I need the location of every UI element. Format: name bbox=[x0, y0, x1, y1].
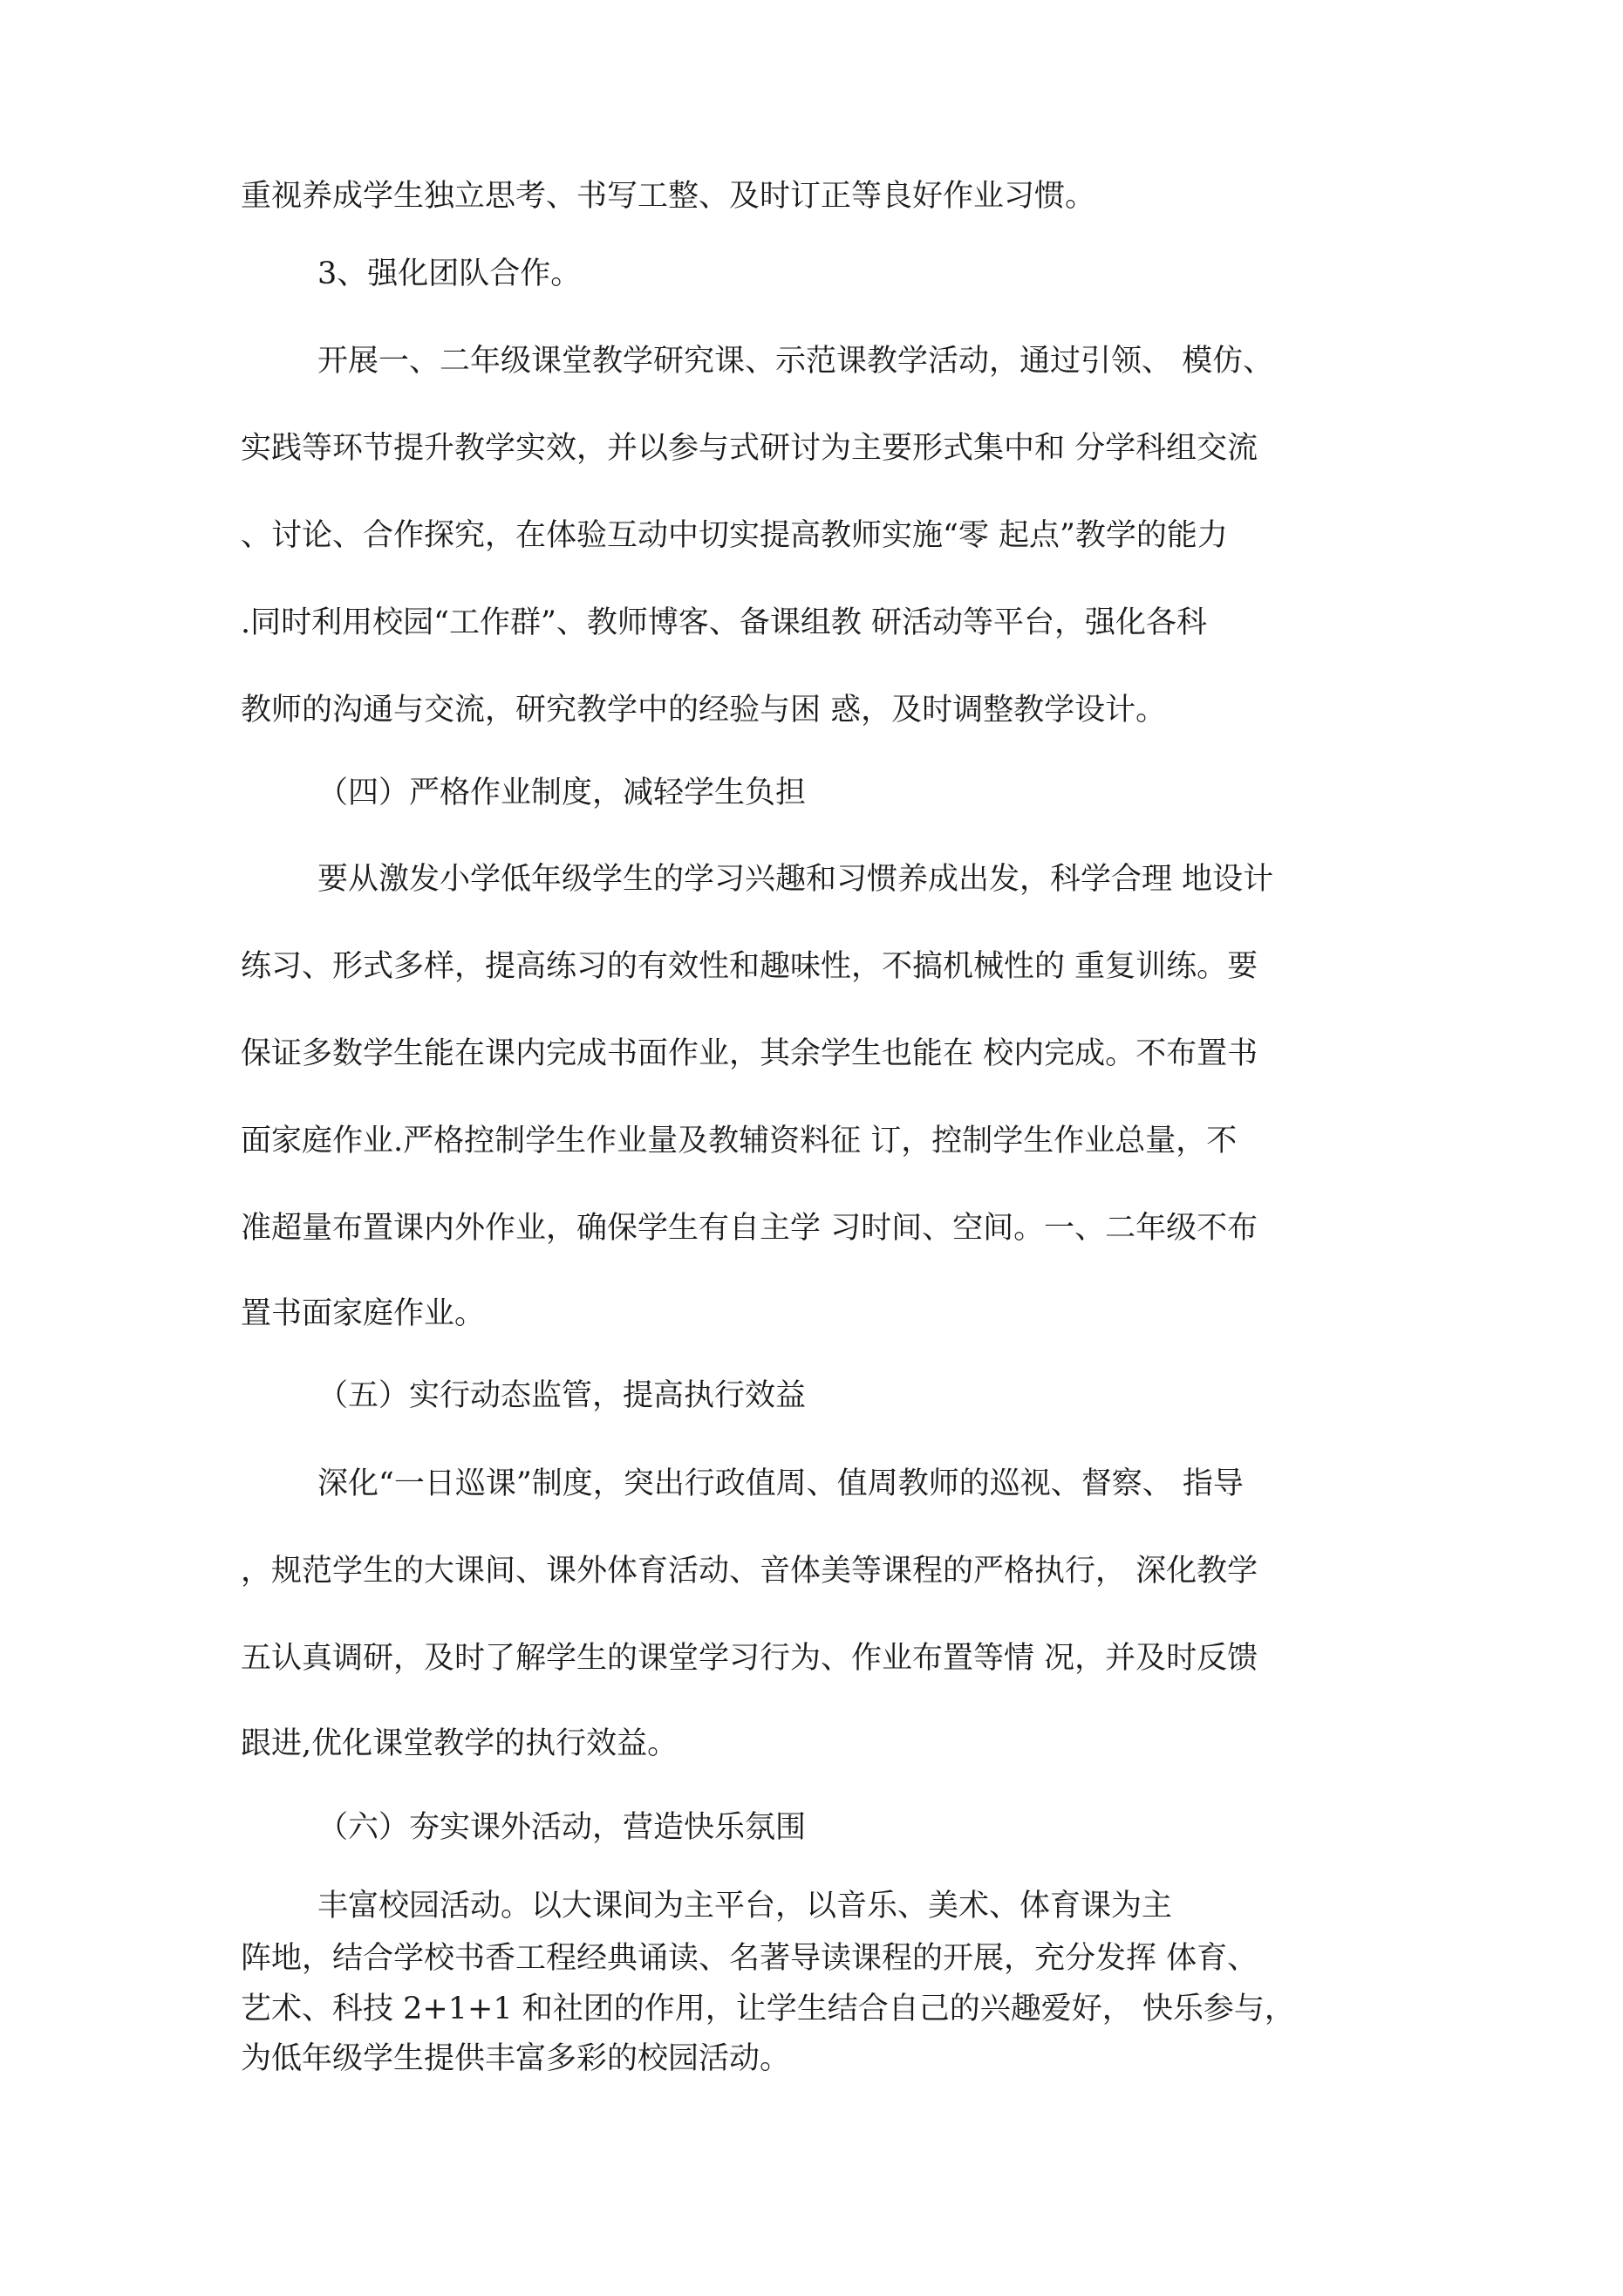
paragraph-monitor-line: 五认真调研，及时了解学生的课堂学习行为、作业布置等情 况，并及时反馈 bbox=[241, 1641, 1258, 1676]
paragraph-team-line: .同时利用校园“工作群”、教师博客、备课组教 研活动等平台，强化各科 bbox=[241, 605, 1208, 640]
paragraph-homework-line: 置书面家庭作业。 bbox=[241, 1296, 486, 1331]
paragraph-monitor-line: 深化“一日巡课”制度，突出行政值周、值周教师的巡视、督察、 指导 bbox=[317, 1466, 1244, 1501]
paragraph-homework-line: 要从激发小学低年级学生的学习兴趣和习惯养成出发，科学合理 地设计 bbox=[317, 862, 1274, 897]
paragraph-activities-line: 艺术、科技 2+1+1 和社团的作用，让学生结合自己的兴趣爱好， 快乐参与， bbox=[241, 1992, 1295, 2026]
item-3-heading: 3、强化团队合作。 bbox=[317, 256, 582, 291]
paragraph-homework-line: 面家庭作业.严格控制学生作业量及教辅资料征 订，控制学生作业总量，不 bbox=[241, 1124, 1238, 1158]
paragraph-homework-line: 练习、形式多样，提高练习的有效性和趣味性，不搞机械性的 重复训练。要 bbox=[241, 949, 1258, 984]
paragraph-team-line: 开展一、二年级课堂教学研究课、示范课教学活动，通过引领、 模仿、 bbox=[317, 344, 1274, 379]
section-4-heading: （四）严格作业制度，减轻学生负担 bbox=[317, 776, 807, 810]
paragraph-monitor-line: ，规范学生的大课间、课外体育活动、音体美等课程的严格执行， 深化教学 bbox=[241, 1554, 1258, 1589]
paragraph-habits-line: 重视养成学生独立思考、书写工整、及时订正等良好作业习惯。 bbox=[241, 179, 1096, 214]
paragraph-activities-line: 为低年级学生提供丰富多彩的校园活动。 bbox=[241, 2041, 791, 2076]
paragraph-activities-line: 阵地，结合学校书香工程经典诵读、名著导读课程的开展，充分发挥 体育、 bbox=[241, 1941, 1258, 1976]
paragraph-monitor-line: 跟进,优化课堂教学的执行效益。 bbox=[241, 1726, 679, 1761]
paragraph-homework-line: 保证多数学生能在课内完成书面作业，其余学生也能在 校内完成。不布置书 bbox=[241, 1036, 1258, 1071]
paragraph-activities-line: 丰富校园活动。以大课间为主平台，以音乐、美术、体育课为主 bbox=[317, 1889, 1173, 1924]
paragraph-team-line: 实践等环节提升教学实效，并以参与式研讨为主要形式集中和 分学科组交流 bbox=[241, 431, 1258, 466]
paragraph-team-line: 、讨论、合作探究，在体验互动中切实提高教师实施“零 起点”教学的能力 bbox=[241, 518, 1228, 553]
section-6-heading: （六）夯实课外活动，营造快乐氛围 bbox=[317, 1810, 807, 1845]
section-5-heading: （五）实行动态监管，提高执行效益 bbox=[317, 1378, 807, 1413]
paragraph-homework-line: 准超量布置课内外作业，确保学生有自主学 习时间、空间。一、二年级不布 bbox=[241, 1211, 1258, 1246]
paragraph-team-line: 教师的沟通与交流，研究教学中的经验与困 惑，及时调整教学设计。 bbox=[241, 693, 1167, 728]
